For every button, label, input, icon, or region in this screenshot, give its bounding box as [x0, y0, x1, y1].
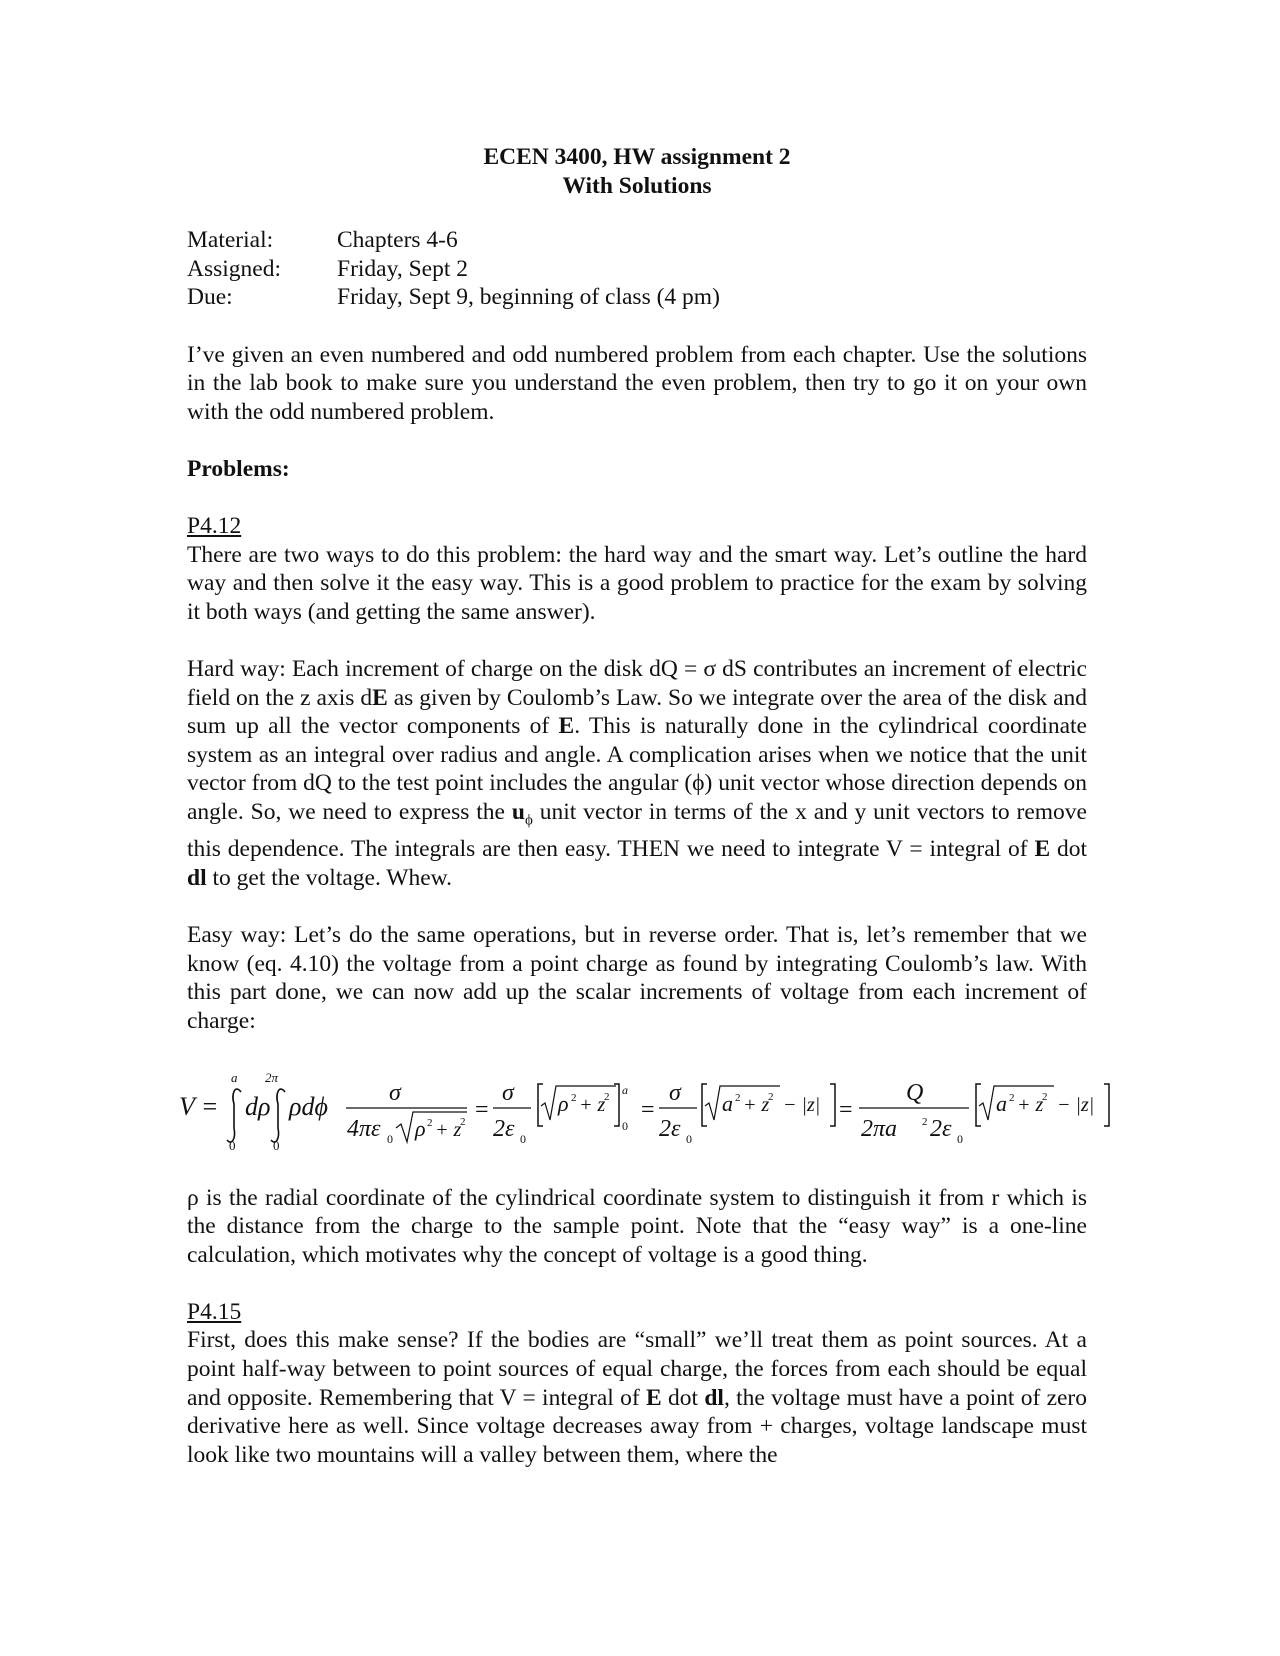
minus-abs-z: − |z| [783, 1093, 821, 1116]
meta-value: Chapters 4-6 [337, 227, 458, 254]
p415-text-2: dot [661, 1384, 705, 1411]
meta-label: Due: [187, 284, 233, 311]
vector-E: E [558, 713, 575, 740]
integral-sign [227, 1089, 241, 1142]
root-rho: ρ [415, 1115, 426, 1141]
meta-row-material [187, 226, 1087, 255]
eps-subscript: 0 [957, 1131, 963, 1146]
assignment-meta [187, 226, 1087, 312]
meta-value: Friday, Sept 2 [337, 255, 468, 282]
hard-way-paragraph [187, 655, 1087, 892]
equation-figure [179, 1064, 1139, 1154]
integral-upper-limit: a [231, 1069, 238, 1085]
integral-sign [271, 1089, 285, 1142]
denominator-4pi-eps: 4πε [347, 1115, 381, 1142]
document-page [179, 143, 1095, 1469]
exponent: 2 [1009, 1091, 1015, 1104]
easy-way-paragraph: Easy way: Let’s do the same operations, but in reverse order. That is, let’s remember that we know (eq. 4.10) the voltage from a point charge as found by integrating Coulomb’s law. With this part done, we can now add up the scalar increments of voltage from each increment of charge: [187, 922, 1087, 1034]
meta-label: Assigned: [187, 255, 281, 282]
right-bracket [614, 1084, 619, 1126]
problems-heading: Problems: [187, 455, 290, 482]
eval-lower-limit: 0 [622, 1118, 628, 1133]
right-bracket [1104, 1084, 1109, 1126]
unit-vector-u: u [511, 799, 525, 826]
problem-label-p4-15: P4.15 [187, 1298, 242, 1325]
vector-E: E [646, 1384, 662, 1411]
equals-sign: = [641, 1096, 655, 1123]
exponent: 2 [604, 1090, 610, 1103]
document-title [187, 143, 1087, 200]
integral-upper-limit: 2π [265, 1069, 279, 1085]
denominator-2pi-a2: 2πa [861, 1115, 898, 1142]
p415-text-3: , the voltage must have a point of zero derivative here as well. Since voltage decreases away from + charges, voltage landscape must look like two mountains will a valley between them, where the [187, 1384, 1088, 1468]
exponent: 2 [460, 1115, 466, 1128]
eps-subscript: 0 [520, 1131, 526, 1146]
hard-text-5: dot [1050, 836, 1087, 863]
meta-value: Friday, Sept 9, beginning of class (4 pm) [337, 284, 720, 311]
p415-paragraph [187, 1326, 1087, 1469]
hard-text-1: Hard way: Each increment of charge on the disk dQ = σ dS contributes an increment of electric field on the z axis d [187, 656, 1087, 711]
root-plus-z: + z [435, 1118, 462, 1141]
eps-subscript: 0 [686, 1131, 692, 1146]
root-plus-z: + z [579, 1093, 606, 1116]
integral-lower-limit: 0 [273, 1137, 280, 1153]
numerator-sigma: σ [502, 1079, 514, 1106]
equals-sign: = [475, 1096, 489, 1123]
numerator-sigma: σ [669, 1079, 681, 1106]
title-line-1: ECEN 3400, HW assignment 2 [483, 144, 791, 170]
minus-abs-z: − |z| [1057, 1093, 1095, 1116]
root-rho: ρ [558, 1090, 569, 1116]
intro-paragraph: I’ve given an even numbered and odd numbered problem from each chapter. Use the solutions in the lab book to make sure you understand the even problem, then try to go it on your own with the odd numbered problem. [187, 341, 1087, 425]
root-a: a [996, 1090, 1007, 1116]
rho-explanation-paragraph: ρ is the radial coordinate of the cylindrical coordinate system to distinguish it from r which is the distance from the charge to the sample point. Note that the “easy way” is a one-line calculation, which motivates why the concept of voltage is a good thing. [187, 1184, 1087, 1268]
hard-text-3: . This is naturally done in the cylindrical coordinate system as an integral over radius and angle. A complication arises when we notice that the unit vector from dQ to the test point includes the angular (ϕ) unit vector whose direction depends on angle. So, we need to express the [187, 713, 1087, 826]
right-bracket [830, 1084, 835, 1126]
eq-d-rho: dρ [245, 1091, 271, 1121]
exponent: 2 [768, 1090, 774, 1103]
hard-text-6: to get the voltage. Whew. [206, 864, 452, 891]
vector-dl: dl [704, 1384, 724, 1411]
eq-lhs: V = [179, 1091, 219, 1121]
exponent: 2 [1042, 1090, 1048, 1103]
title-line-2: With Solutions [562, 172, 712, 199]
eval-upper-limit: a [622, 1082, 628, 1097]
vector-E: E [1034, 836, 1051, 863]
problem-label-p4-12: P4.12 [187, 513, 242, 540]
root-a: a [722, 1090, 733, 1116]
numerator-sigma: σ [389, 1079, 401, 1106]
voltage-equation [179, 1064, 1095, 1154]
exponent: 2 [427, 1116, 433, 1129]
root-plus-z: + z [1017, 1093, 1044, 1116]
vector-dl: dl [187, 864, 207, 891]
hard-text-2: as given by Coulomb’s Law. So we integrate over the area of the disk and sum up all the vector components of [187, 684, 1087, 740]
unit-vector-subscript: ϕ [524, 812, 533, 829]
root-plus-z: + z [743, 1093, 770, 1116]
integral-lower-limit: 0 [229, 1137, 236, 1153]
exponent: 2 [922, 1115, 928, 1128]
hard-text-4: unit vector in terms of the x and y unit vectors to remove this dependence. The integrals are then easy. THEN we need to integrate V = integral of [187, 799, 1087, 863]
denominator-2eps: 2ε [659, 1115, 681, 1142]
equals-sign: = [839, 1096, 853, 1123]
eps-subscript: 0 [387, 1131, 393, 1146]
p412-intro-paragraph: There are two ways to do this problem: the hard way and the smart way. Let’s outline the hard way and then solve it the easy way. This is a good problem to practice for the exam by solving it both ways (and getting the same answer). [187, 541, 1087, 625]
denominator-eps: 2ε [930, 1115, 952, 1142]
exponent: 2 [571, 1091, 577, 1104]
meta-row-due [187, 283, 1087, 312]
numerator-Q: Q [906, 1079, 924, 1106]
denominator-2eps: 2ε [493, 1115, 515, 1142]
eq-rho-dphi: ρdϕ [289, 1091, 328, 1121]
p415-text-1: First, does this make sense? If the bodies are “small” we’ll treat them as point sources. At a point half-way between to point sources of equal charge, the forces from each should be equal and opposite. Remembering that V = integral of [187, 1327, 1087, 1411]
meta-label: Material: [187, 227, 274, 254]
meta-row-assigned [187, 255, 1087, 284]
vector-E: E [372, 684, 388, 711]
exponent: 2 [735, 1091, 741, 1104]
